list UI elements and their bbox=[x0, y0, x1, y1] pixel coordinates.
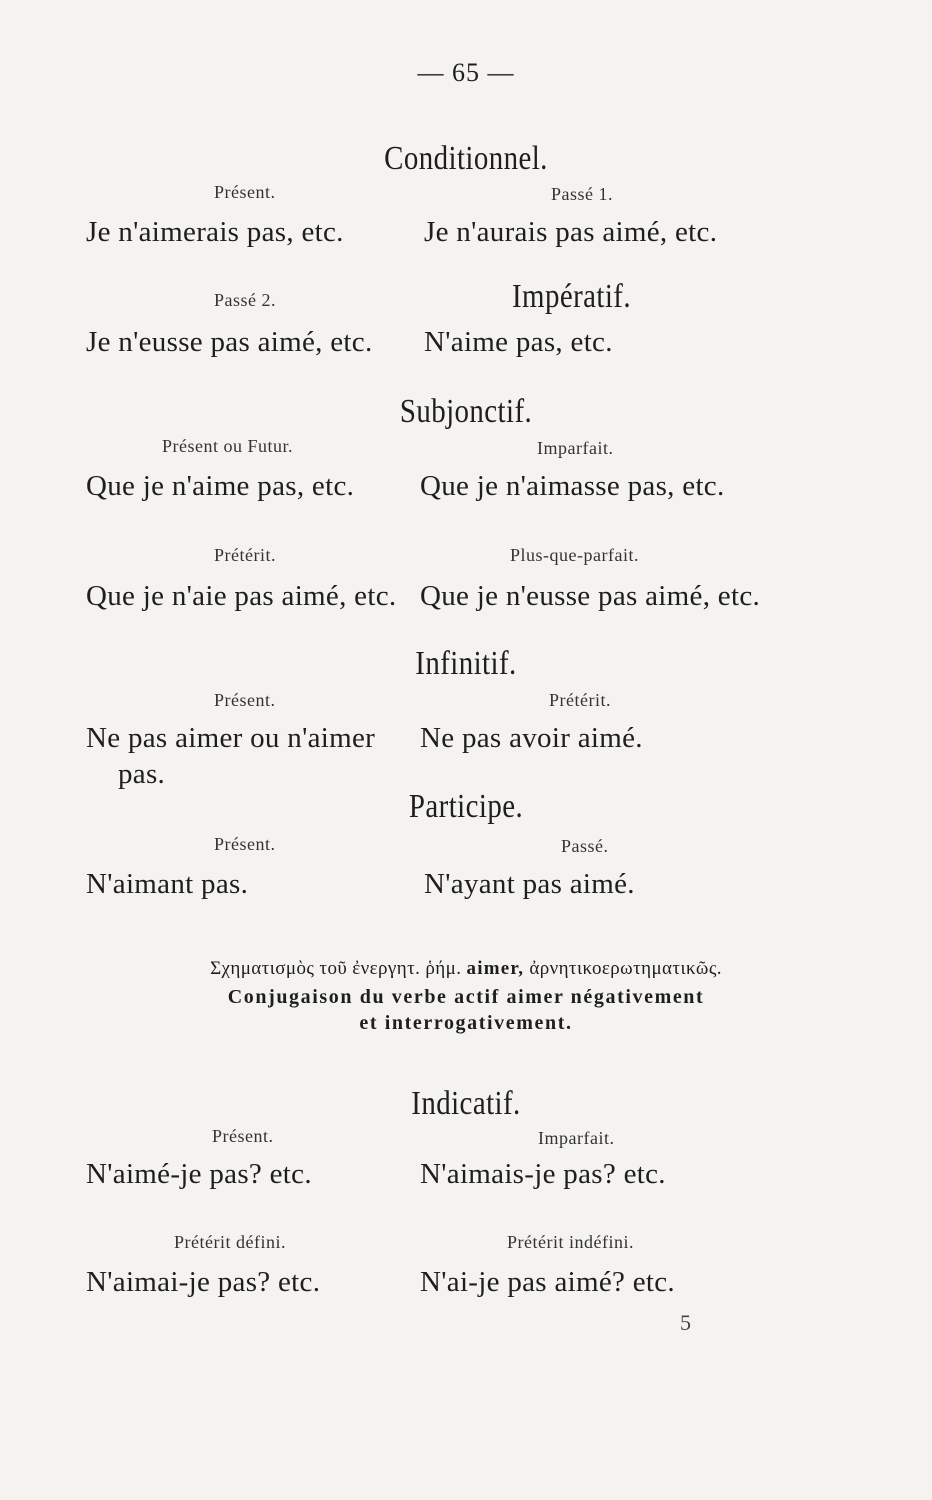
infinitif-preterit-text: Ne pas avoir aimé. bbox=[420, 722, 643, 754]
page-number: — 65 — bbox=[417, 58, 515, 87]
subjonctif-plusque-text: Que je n'eusse pas aimé, etc. bbox=[420, 580, 761, 612]
participe-present-text: N'aimant pas. bbox=[86, 868, 249, 900]
section-title-line-2: Conjugaison du verbe actif aimer négativement bbox=[227, 986, 705, 1008]
label-conditionnel-passe2: Passé 2. bbox=[214, 290, 276, 310]
heading-indicatif: Indicatif. bbox=[411, 1085, 521, 1122]
label-indicatif-preterit-indefini: Prétérit indéfini. bbox=[507, 1232, 634, 1252]
label-infinitif-preterit: Prétérit. bbox=[549, 690, 611, 710]
indicatif-preterit-defini-text: N'aimai-je pas? etc. bbox=[86, 1266, 321, 1298]
signature-mark: 5 bbox=[680, 1310, 691, 1335]
label-participe-present: Présent. bbox=[214, 834, 276, 854]
label-participe-passe: Passé. bbox=[561, 836, 609, 856]
conditionnel-present-text: Je n'aimerais pas, etc. bbox=[86, 216, 344, 248]
heading-imperatif: Impératif. bbox=[512, 278, 631, 315]
label-subjonctif-plusque: Plus-que-parfait. bbox=[510, 545, 639, 565]
heading-conditionnel: Conditionnel. bbox=[384, 140, 548, 177]
label-indicatif-imparfait: Imparfait. bbox=[538, 1128, 615, 1148]
subjonctif-imparfait-text: Que je n'aimasse pas, etc. bbox=[420, 470, 725, 502]
participe-passe-text: N'ayant pas aimé. bbox=[424, 868, 635, 900]
section-title-line-3: et interrogativement. bbox=[359, 1012, 573, 1034]
label-subjonctif-preterit: Prétérit. bbox=[214, 545, 276, 565]
label-subjonctif-present: Présent ou Futur. bbox=[162, 436, 294, 456]
indicatif-imparfait-text: N'aimais-je pas? etc. bbox=[420, 1158, 666, 1190]
indicatif-preterit-indefini-text: N'ai-je pas aimé? etc. bbox=[420, 1266, 675, 1298]
verb-aimer: aimer, bbox=[466, 958, 525, 979]
heading-infinitif: Infinitif. bbox=[415, 645, 517, 682]
subjonctif-present-text: Que je n'aime pas, etc. bbox=[86, 470, 355, 502]
conditionnel-passe2-text: Je n'eusse pas aimé, etc. bbox=[86, 326, 373, 358]
imperatif-text: N'aime pas, etc. bbox=[424, 326, 613, 358]
section-title-greek bbox=[0, 958, 932, 980]
label-conditionnel-passe1: Passé 1. bbox=[551, 184, 613, 204]
subjonctif-preterit-text: Que je n'aie pas aimé, etc. bbox=[86, 580, 397, 612]
infinitif-present-text-1: Ne pas aimer ou n'aimer bbox=[86, 722, 376, 754]
label-infinitif-present: Présent. bbox=[214, 690, 276, 710]
greek-phrase-1: Σχηματισμὸς τοῦ ἐνεργητ. ῥήμ. bbox=[210, 958, 462, 979]
heading-subjonctif: Subjonctif. bbox=[399, 393, 533, 430]
greek-phrase-2: ἀρνητικοερωτηματικῶς. bbox=[529, 958, 722, 979]
heading-participe: Participe. bbox=[408, 788, 524, 825]
indicatif-present-text: N'aimé-je pas? etc. bbox=[86, 1158, 312, 1190]
infinitif-present-text-2: pas. bbox=[118, 758, 166, 790]
label-subjonctif-imparfait: Imparfait. bbox=[537, 438, 614, 458]
label-indicatif-preterit-defini: Prétérit défini. bbox=[174, 1232, 286, 1252]
label-conditionnel-present: Présent. bbox=[214, 182, 276, 202]
label-indicatif-present: Présent. bbox=[212, 1126, 274, 1146]
conditionnel-passe1-text: Je n'aurais pas aimé, etc. bbox=[424, 216, 718, 248]
